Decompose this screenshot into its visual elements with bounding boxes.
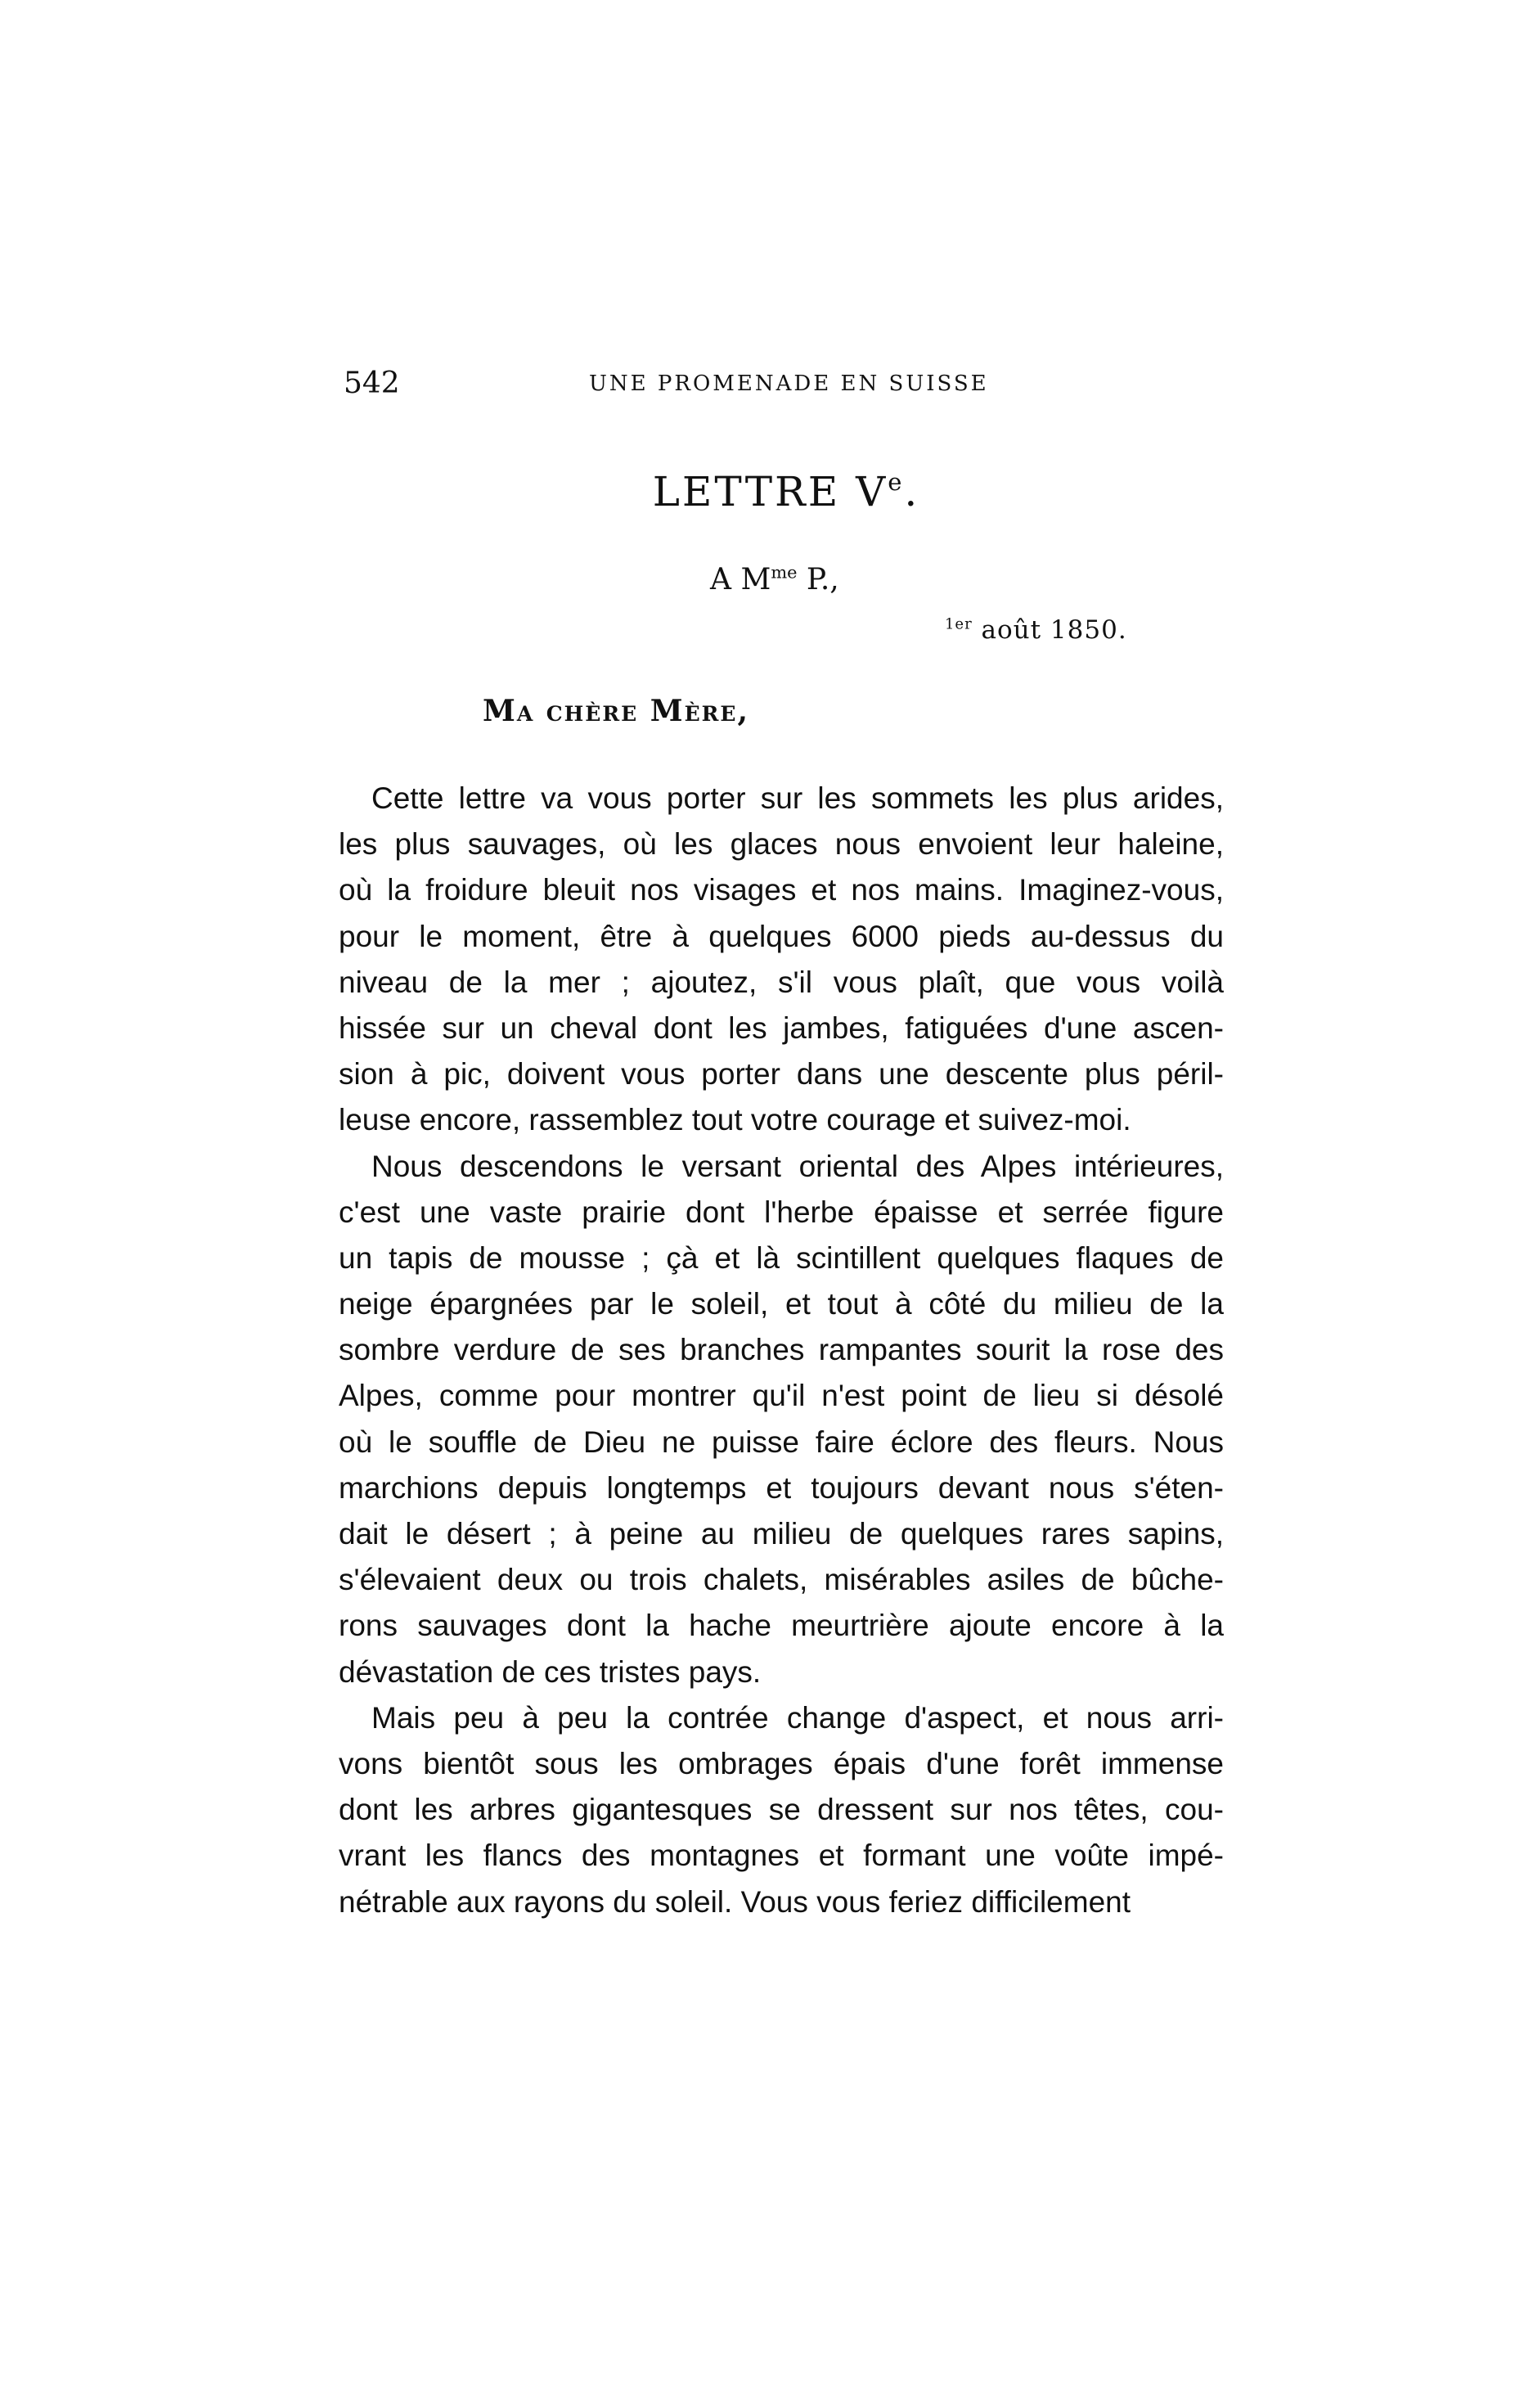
text-line: c'est une vaste prairie dont l'herbe épaisse et serrée figure: [339, 1195, 1224, 1229]
running-title: UNE PROMENADE EN SUISSE: [589, 371, 989, 396]
text-line: Nous descendons le versant oriental des Alpes intérieures,: [371, 1149, 1224, 1183]
text-line: Alpes, comme pour montrer qu'il n'est point de lieu si désolé: [339, 1379, 1224, 1413]
text-line: nétrable aux rayons du soleil. Vous vous feriez difficilement: [339, 1884, 1131, 1919]
date-day: 1er: [945, 615, 973, 633]
text-line: pour le moment, être à quelques 6000 pieds au-dessus du: [339, 919, 1224, 953]
letter-date: [945, 615, 1127, 645]
text-line: niveau de la mer ; ajoutez, s'il vous plaît, que vous voilà: [339, 965, 1224, 999]
recipient-name: P.,: [797, 563, 839, 596]
paragraph: [339, 776, 1224, 1144]
text-line: s'élevaient deux ou trois chalets, misérables asiles de bûche-: [339, 1563, 1224, 1597]
text-line: sion à pic, doivent vous porter dans une descente plus péril-: [339, 1057, 1224, 1091]
text-line: neige épargnées par le soleil, et tout à côté du milieu de la: [339, 1287, 1224, 1321]
text-line: où le souffle de Dieu ne puisse faire éclore des fleurs. Nous: [339, 1425, 1224, 1459]
running-header: [344, 367, 1023, 407]
paragraph: [339, 1695, 1224, 1925]
recipient-prefix: A M: [710, 563, 771, 596]
date-text: août 1850.: [972, 615, 1127, 645]
text-line: hissée sur un cheval dont les jambes, fatiguées d'une ascen-: [339, 1010, 1224, 1045]
text-line: Mais peu à peu la contrée change d'aspect, et nous arri-: [371, 1700, 1224, 1735]
page-number: 542: [344, 367, 400, 400]
letter-title-ordinal: e: [888, 468, 905, 497]
letter-title: [0, 468, 1515, 515]
text-line: vons bientôt sous les ombrages épais d'une forêt immense: [339, 1746, 1224, 1780]
text-line: leuse encore, rassemblez tout votre courage et suivez-moi.: [339, 1103, 1131, 1137]
salutation: Ma chère Mère,: [483, 694, 749, 728]
text-line: où la froidure bleuit nos visages et nos mains. Imaginez-vous,: [339, 873, 1224, 907]
letter-title-main: LETTRE V: [652, 468, 888, 515]
paragraph: [339, 1144, 1224, 1695]
letter-recipient: [710, 563, 839, 596]
text-line: sombre verdure de ses branches rampantes sourit la rose des: [339, 1333, 1224, 1367]
text-line: vrant les flancs des montagnes et formant une voûte impé-: [339, 1839, 1224, 1873]
letter-title-period: .: [904, 468, 920, 515]
text-line: dévastation de ces tristes pays.: [339, 1654, 762, 1689]
recipient-title-abbrev: me: [771, 562, 798, 583]
text-line: marchions depuis longtemps et toujours devant nous s'éten-: [339, 1470, 1224, 1505]
text-line: dont les arbres gigantesques se dressent sur nos têtes, cou-: [339, 1793, 1224, 1827]
text-line: les plus sauvages, où les glaces nous envoient leur haleine,: [339, 827, 1224, 862]
text-line: Cette lettre va vous porter sur les sommets les plus arides,: [371, 781, 1224, 815]
text-line: un tapis de mousse ; çà et là scintillent quelques flaques de: [339, 1240, 1224, 1275]
text-line: rons sauvages dont la hache meurtrière ajoute encore à la: [339, 1609, 1224, 1643]
letter-body: [339, 776, 1224, 1925]
text-line: dait le désert ; à peine au milieu de quelques rares sapins,: [339, 1517, 1224, 1551]
